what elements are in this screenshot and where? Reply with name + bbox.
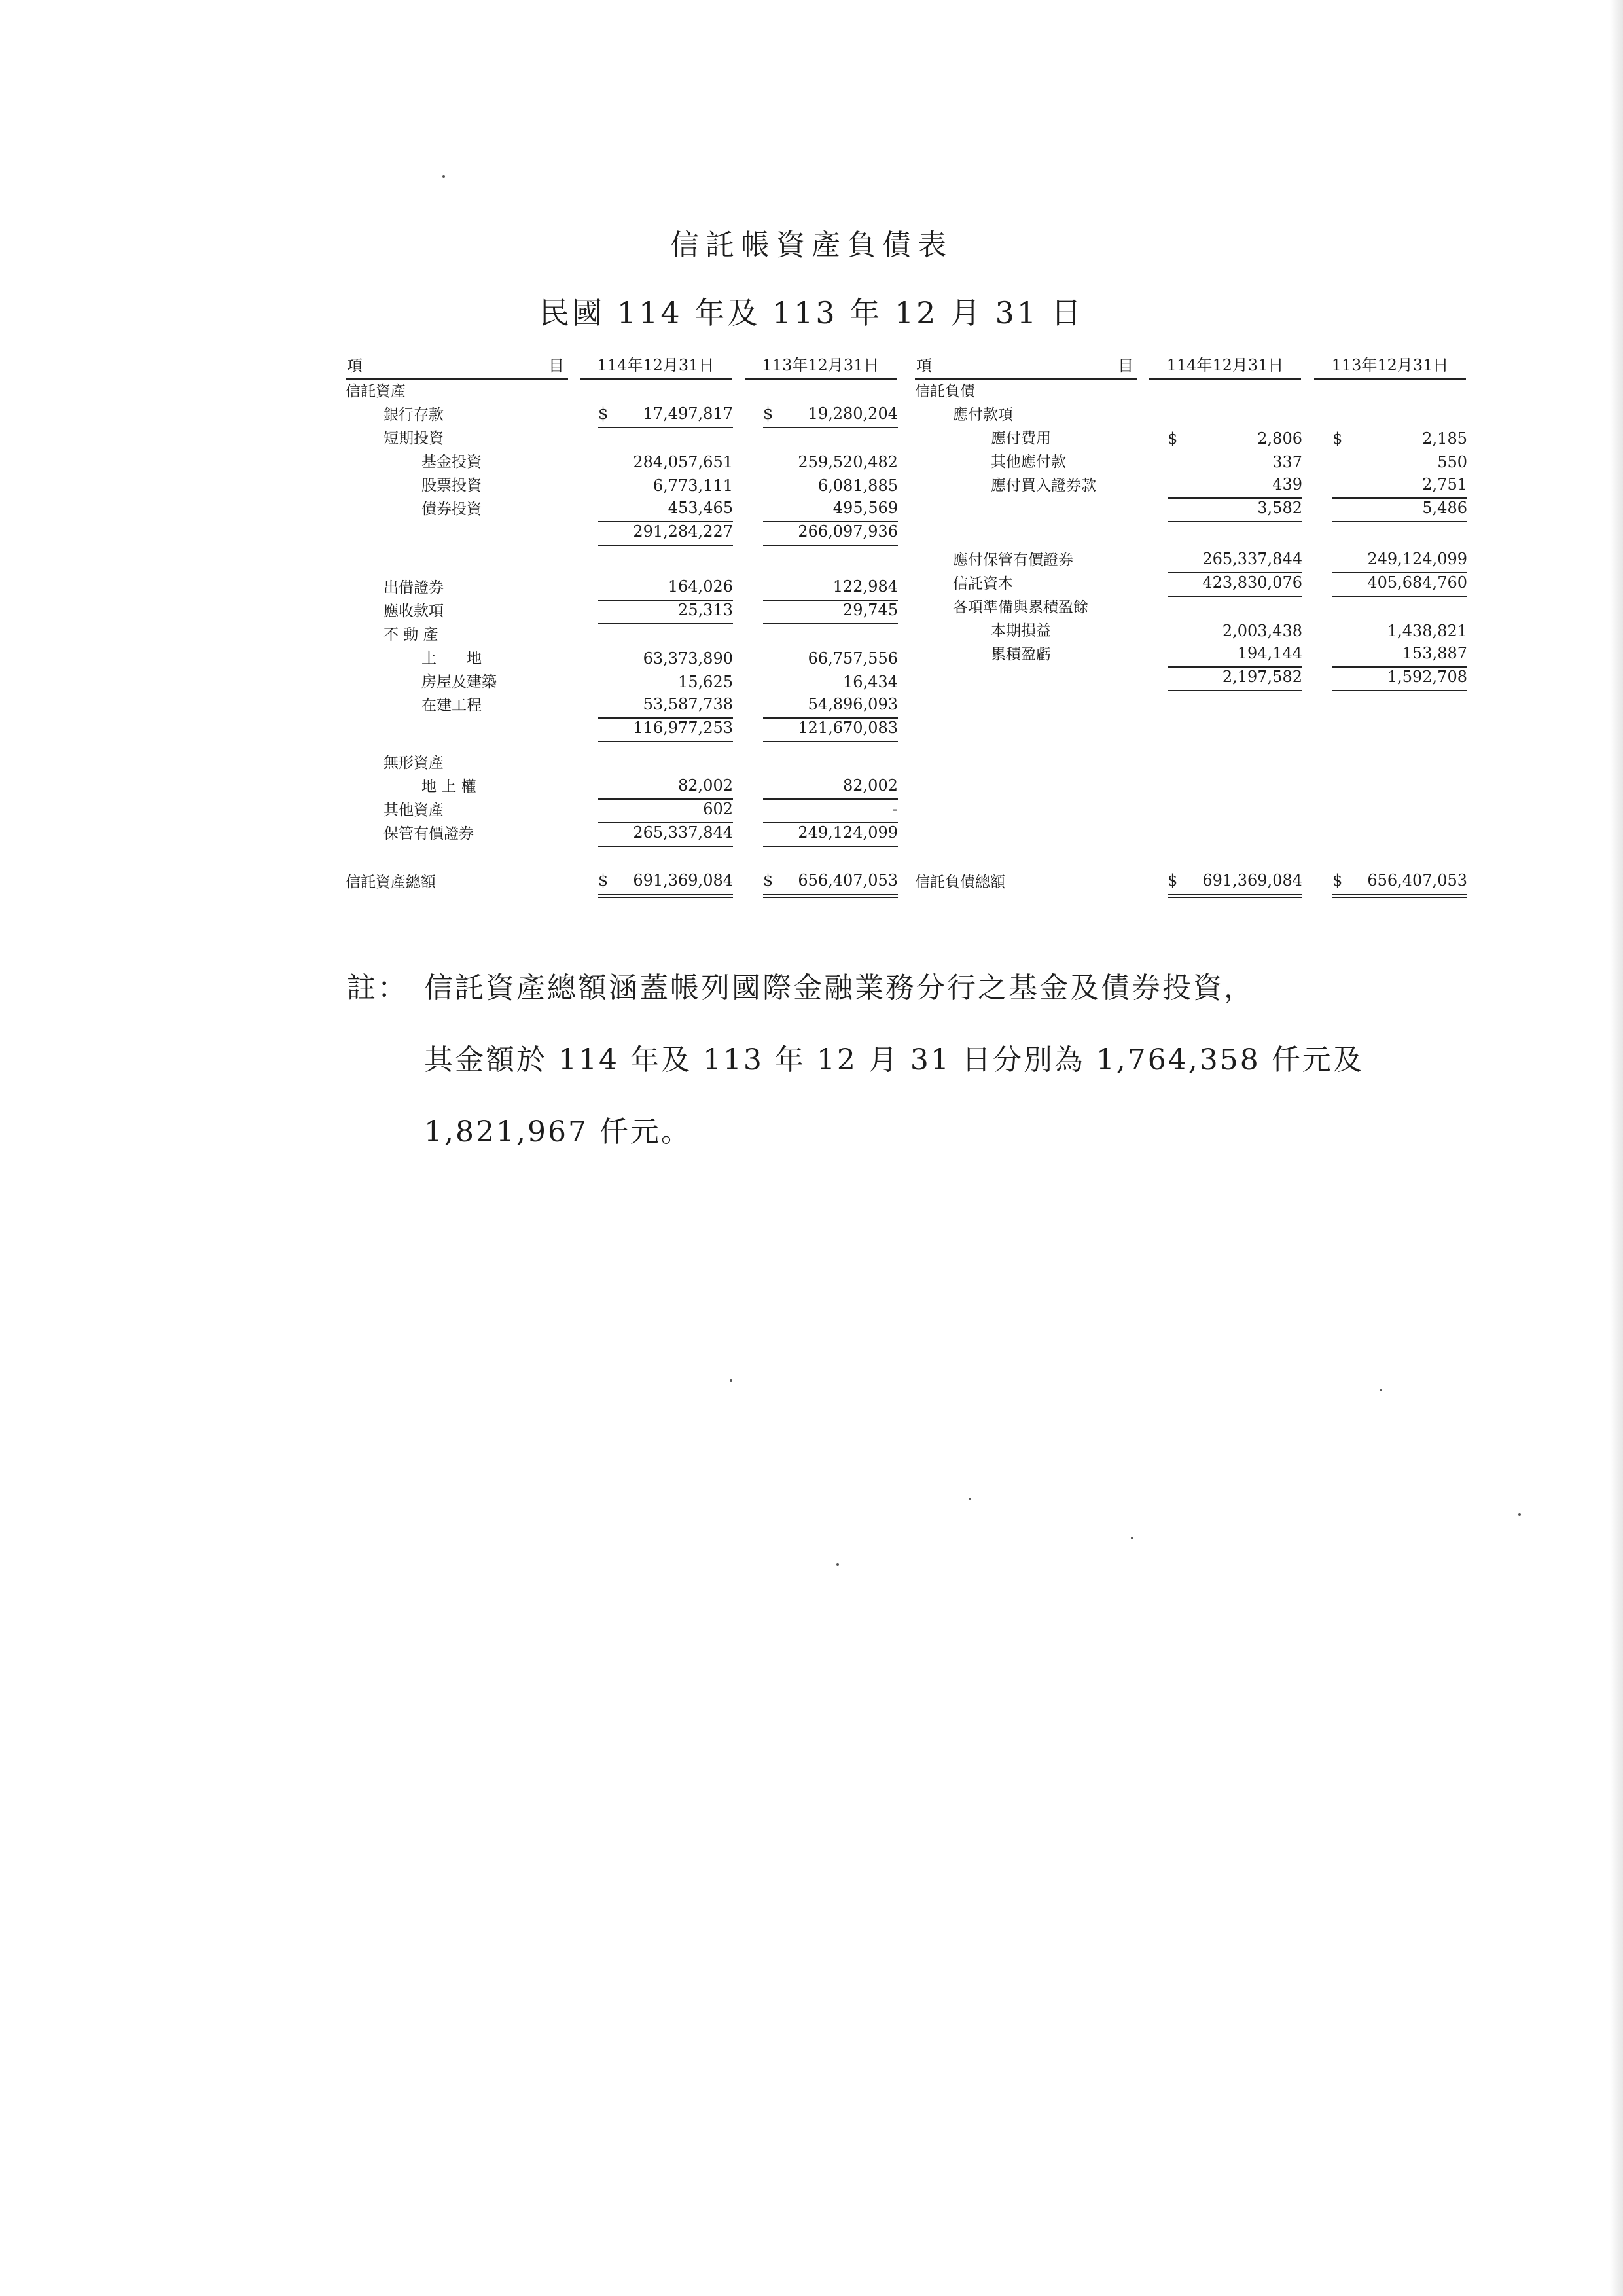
value-lent-securities-114: 164,026 bbox=[598, 576, 733, 601]
footnote-lead: 註： bbox=[347, 971, 408, 1005]
value-receivables-114: 25,313 bbox=[598, 600, 733, 624]
label-custody-payable: 應付保管有價證券 bbox=[953, 552, 1073, 569]
scan-speck bbox=[442, 175, 445, 178]
label-other-payables: 其他應付款 bbox=[991, 454, 1066, 471]
page-edge-shadow bbox=[1610, 0, 1623, 2296]
label-trust-capital: 信託資本 bbox=[953, 575, 1013, 592]
value-bank-deposits-114: $ 17,497,817 bbox=[598, 403, 733, 428]
value-other-payables-114: 337 bbox=[1272, 453, 1302, 471]
label-total-liabilities: 信託負債總額 bbox=[915, 874, 1005, 891]
value-custody-securities-114: 265,337,844 bbox=[598, 822, 733, 847]
value-land-113: 66,757,556 bbox=[808, 649, 898, 668]
label-lent-securities: 出借證券 bbox=[383, 579, 444, 596]
col-header-114: 114年12月31日 bbox=[580, 352, 732, 380]
label-short-term-investments: 短期投資 bbox=[383, 430, 444, 447]
col-header-114-right: 114年12月31日 bbox=[1149, 352, 1301, 380]
value-buildings-113: 16,434 bbox=[843, 673, 898, 691]
label-receivables: 應收款項 bbox=[383, 603, 444, 620]
scan-speck bbox=[1131, 1537, 1133, 1539]
scan-speck bbox=[1380, 1389, 1382, 1391]
label-current-pl: 本期損益 bbox=[991, 622, 1051, 639]
value-accumulated-earnings-113: 153,887 bbox=[1332, 643, 1467, 668]
label-fund-investments: 基金投資 bbox=[421, 454, 482, 471]
value-bond-114: 453,465 bbox=[598, 497, 733, 522]
label-payables: 應付款項 bbox=[953, 406, 1013, 423]
value-accumulated-earnings-114: 194,144 bbox=[1168, 643, 1302, 668]
value-buildings-114: 15,625 bbox=[678, 673, 733, 691]
label-buildings: 房屋及建築 bbox=[421, 673, 497, 691]
label-custody-securities: 保管有價證券 bbox=[383, 825, 474, 842]
item-header-left: 項 目 bbox=[346, 352, 568, 380]
value-land-114: 63,373,890 bbox=[643, 649, 733, 668]
section-trust-assets: 信託資產 bbox=[346, 383, 406, 400]
statement-date: 民國 114 年及 113 年 12 月 31 日 bbox=[539, 295, 1084, 331]
value-re-total-113: 121,670,083 bbox=[763, 717, 898, 742]
value-securities-purchase-113: 2,751 bbox=[1332, 474, 1467, 499]
value-surface-rights-113: 82,002 bbox=[763, 775, 898, 800]
label-other-assets: 其他資產 bbox=[383, 802, 444, 819]
value-current-pl-113: 1,438,821 bbox=[1387, 622, 1467, 640]
value-reserves-total-114: 2,197,582 bbox=[1168, 666, 1302, 691]
label-securities-purchase-payable: 應付買入證券款 bbox=[991, 477, 1096, 494]
value-bond-113: 495,569 bbox=[763, 497, 898, 522]
value-short-total-114: 291,284,227 bbox=[598, 521, 733, 546]
value-fund-113: 259,520,482 bbox=[798, 453, 898, 471]
value-current-pl-114: 2,003,438 bbox=[1222, 622, 1302, 640]
value-total-liabilities-113: $ 656,407,053 bbox=[1332, 870, 1467, 898]
label-stock-investments: 股票投資 bbox=[421, 477, 482, 494]
label-real-estate: 不 動 產 bbox=[383, 626, 438, 643]
value-stock-113: 6,081,885 bbox=[817, 476, 898, 495]
label-land: 土 地 bbox=[421, 650, 482, 667]
label-construction: 在建工程 bbox=[421, 697, 482, 714]
section-trust-liabilities: 信託負債 bbox=[915, 383, 975, 400]
statement-title: 信託帳資產負債表 bbox=[670, 228, 953, 262]
scan-speck bbox=[730, 1379, 732, 1382]
value-surface-rights-114: 82,002 bbox=[598, 775, 733, 800]
col-header-113: 113年12月31日 bbox=[745, 352, 897, 380]
value-stock-114: 6,773,111 bbox=[652, 476, 733, 495]
value-trust-capital-114: 423,830,076 bbox=[1168, 572, 1302, 597]
footnote-body bbox=[424, 952, 1484, 1168]
value-fund-114: 284,057,651 bbox=[633, 453, 733, 471]
label-bond-investments: 債券投資 bbox=[421, 501, 482, 518]
label-accrued-expenses: 應付費用 bbox=[991, 430, 1051, 447]
value-total-assets-114: $ 691,369,084 bbox=[598, 870, 733, 898]
value-bank-deposits-113: $ 19,280,204 bbox=[763, 403, 898, 428]
scan-speck bbox=[969, 1498, 971, 1500]
value-construction-113: 54,896,093 bbox=[763, 694, 898, 719]
value-lent-securities-113: 122,984 bbox=[763, 576, 898, 601]
col-header-113-right: 113年12月31日 bbox=[1314, 352, 1466, 380]
footnote-line-2: 其金額於 114 年及 113 年 12 月 31 日分別為 1,764,358 仟元及 bbox=[424, 1043, 1364, 1077]
value-payables-total-114: 3,582 bbox=[1168, 497, 1302, 522]
value-construction-114: 53,587,738 bbox=[598, 694, 733, 719]
value-other-assets-114: 602 bbox=[598, 798, 733, 823]
label-surface-rights: 地 上 權 bbox=[421, 778, 476, 795]
footnote-line-1: 信託資產總額涵蓋帳列國際金融業務分行之基金及債券投資， bbox=[424, 971, 1255, 1005]
value-total-liabilities-114: $ 691,369,084 bbox=[1168, 870, 1302, 898]
label-bank-deposits: 銀行存款 bbox=[383, 406, 444, 423]
value-accrued-expenses-114: $ 2,806 bbox=[1168, 429, 1302, 448]
value-reserves-total-113: 1,592,708 bbox=[1332, 666, 1467, 691]
value-trust-capital-113: 405,684,760 bbox=[1332, 572, 1467, 597]
label-total-assets: 信託資產總額 bbox=[346, 874, 436, 891]
label-accumulated-earnings: 累積盈虧 bbox=[991, 646, 1051, 663]
scan-speck bbox=[1518, 1513, 1521, 1516]
value-receivables-113: 29,745 bbox=[763, 600, 898, 624]
scan-speck bbox=[836, 1563, 839, 1566]
value-accrued-expenses-113: $ 2,185 bbox=[1332, 429, 1467, 448]
value-custody-securities-113: 249,124,099 bbox=[763, 822, 898, 847]
value-re-total-114: 116,977,253 bbox=[598, 717, 733, 742]
value-total-assets-113: $ 656,407,053 bbox=[763, 870, 898, 898]
value-securities-purchase-114: 439 bbox=[1168, 474, 1302, 499]
value-other-payables-113: 550 bbox=[1437, 453, 1467, 471]
value-short-total-113: 266,097,936 bbox=[763, 521, 898, 546]
value-custody-payable-113: 249,124,099 bbox=[1332, 548, 1467, 573]
label-reserves-earnings: 各項準備與累積盈餘 bbox=[953, 599, 1088, 616]
value-payables-total-113: 5,486 bbox=[1332, 497, 1467, 522]
value-other-assets-113: - bbox=[763, 798, 898, 823]
label-intangible-assets: 無形資產 bbox=[383, 755, 444, 772]
value-custody-payable-114: 265,337,844 bbox=[1168, 548, 1302, 573]
footnote-line-3: 1,821,967 仟元。 bbox=[424, 1115, 692, 1149]
item-header-right: 項 目 bbox=[915, 352, 1137, 380]
